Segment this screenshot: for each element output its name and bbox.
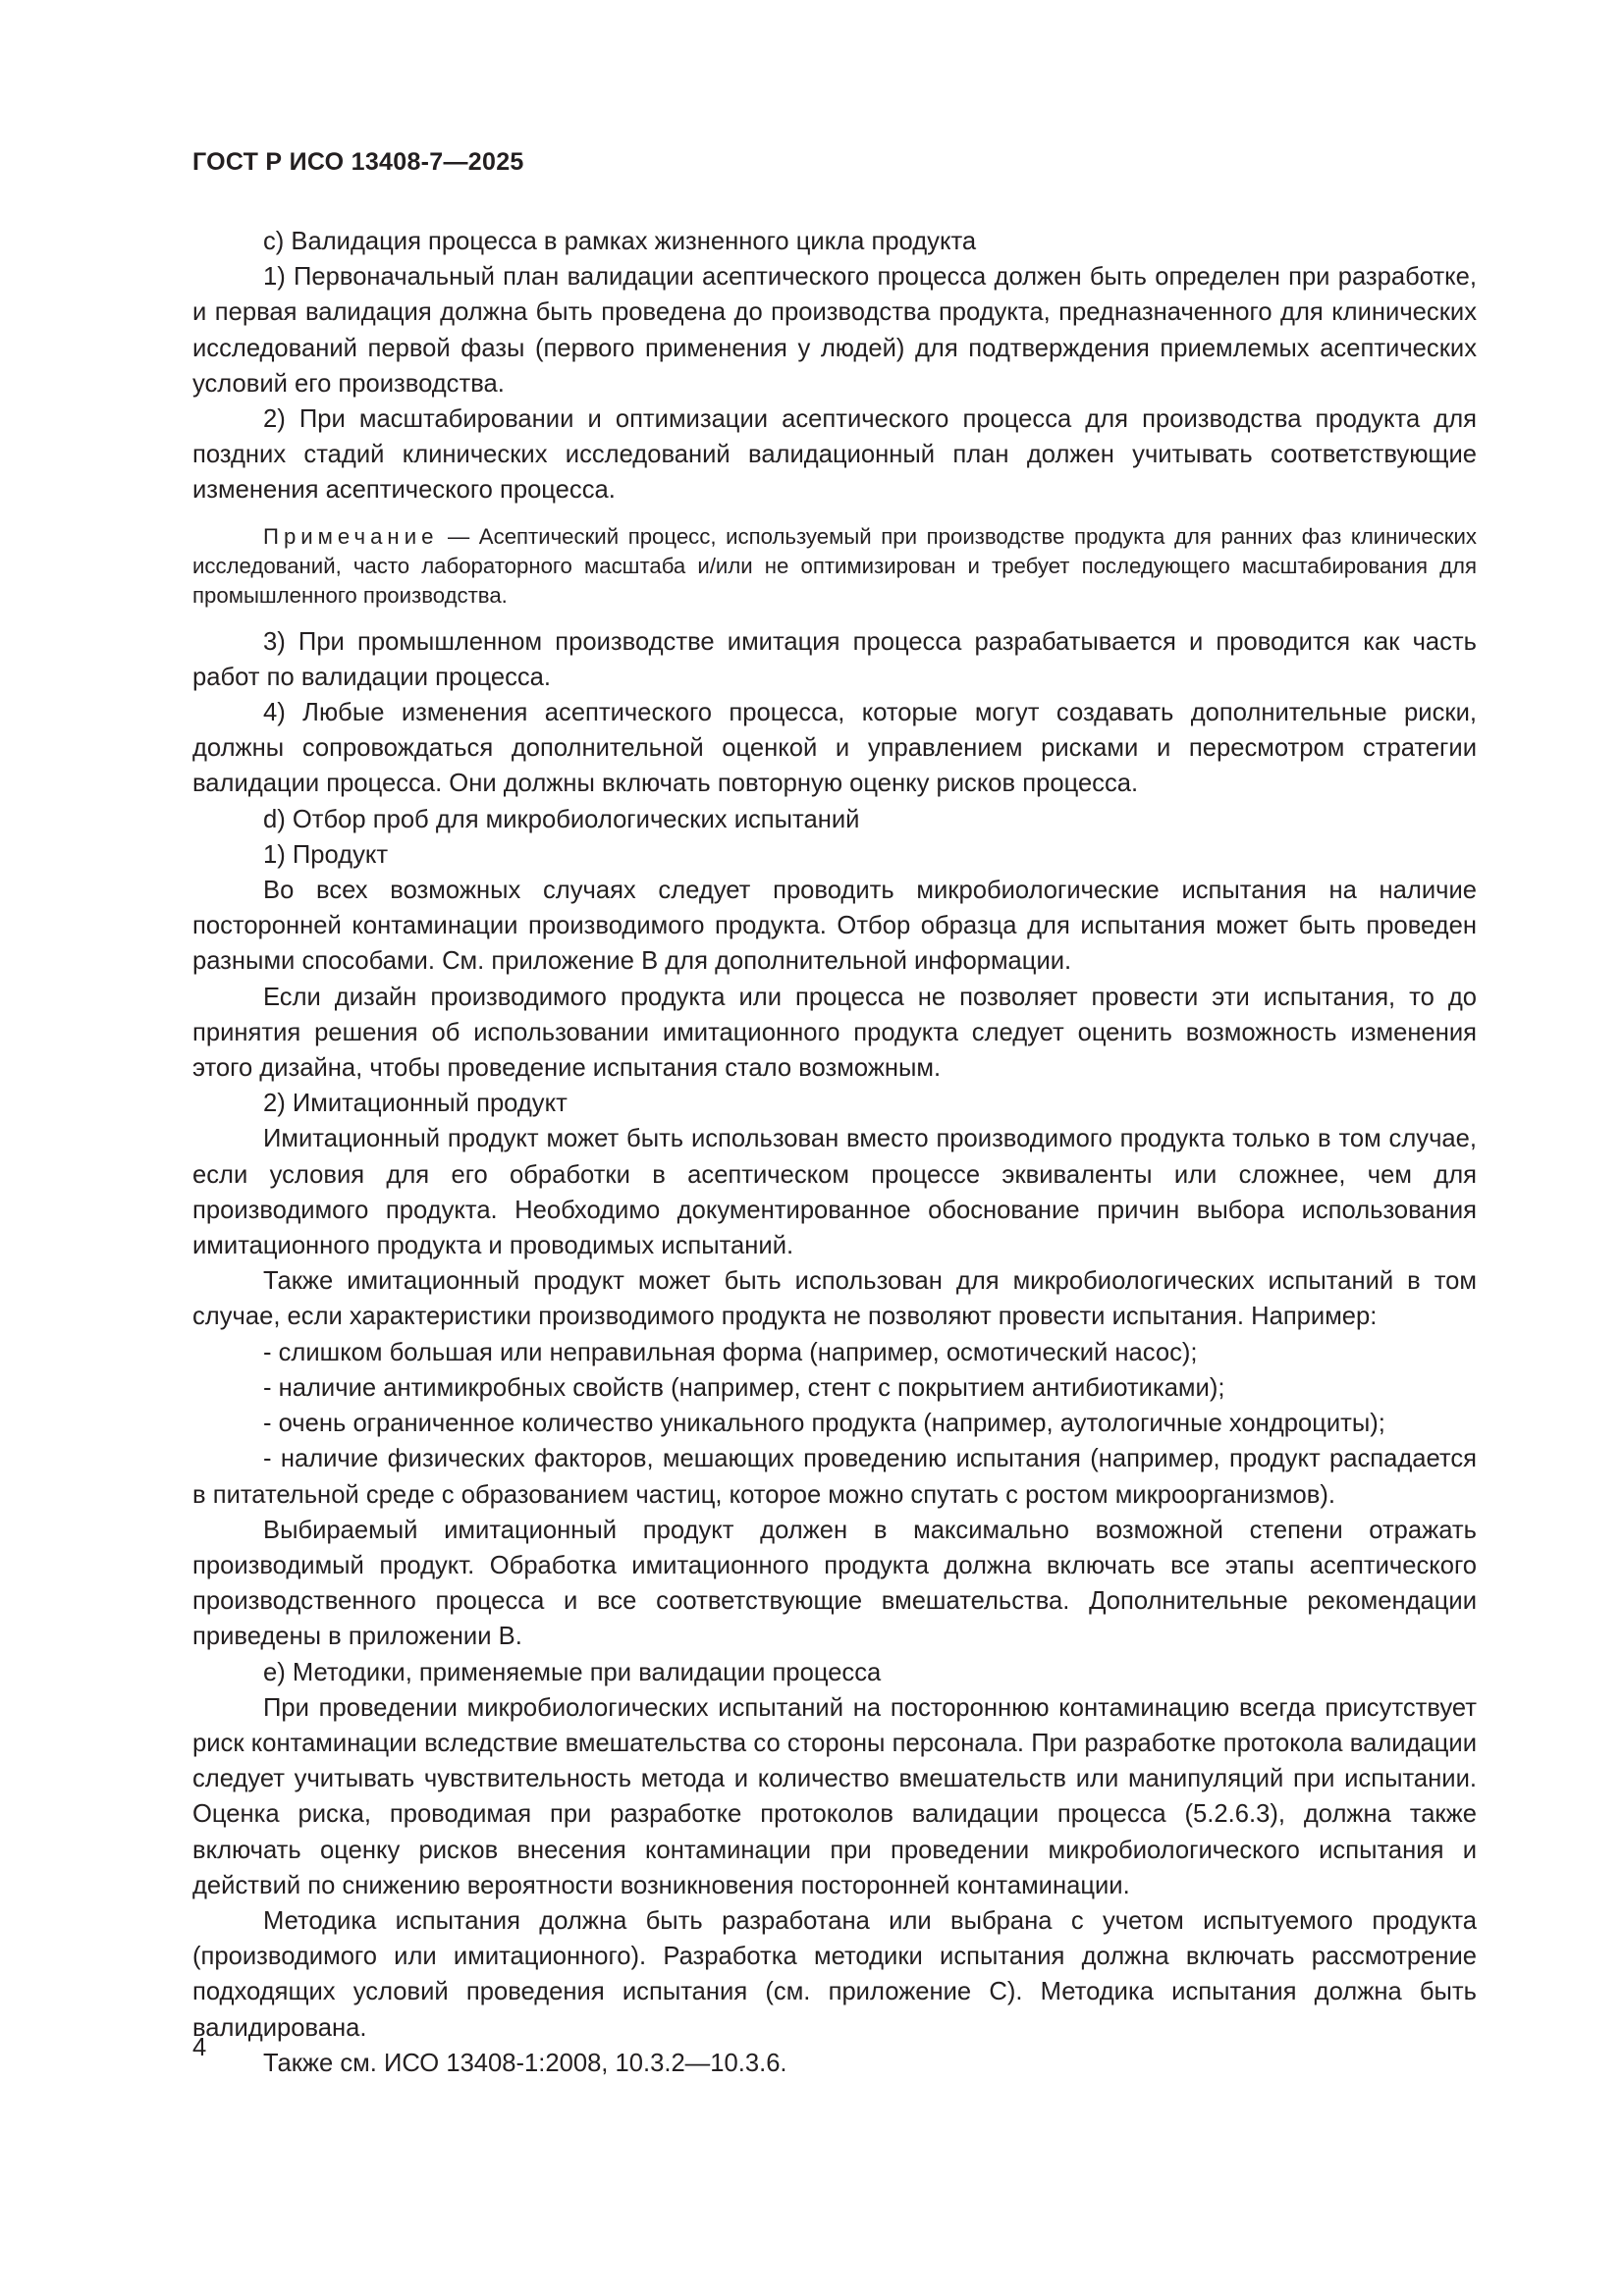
document-header: ГОСТ Р ИСО 13408-7—2025	[192, 148, 524, 176]
list-item: - слишком большая или неправильная форма (например, осмотический насос);	[263, 1338, 1198, 1366]
note-label: Примечание	[263, 523, 439, 549]
paragraph-d2-text3: Выбираемый имитационный продукт должен в максимально возможной степени отражать производимый продукт. Обработка имитационного продукта должна включать все этапы асептического производственного процесса и все соответствующие вмешательства. Дополнительные рекомендации приведены в приложении В.	[192, 1516, 1477, 1651]
paragraph-c4: 4) Любые изменения асептического процесса, которые могут создавать дополнительные риски, должны сопровождаться дополнительной оценкой и управлением рисками и пересмотром стратегии валидации процесса. Они должны включать повторную оценку рисков процесса.	[192, 699, 1477, 798]
paragraph-e-text: При проведении микробиологических испытаний на постороннюю контаминацию всегда присутствует риск контаминации вследствие вмешательства со стороны персонала. При разработке протокола валидации следует учитывать чувствительность метода и количество вмешательств или манипуляций при испытании. Оценка риска, проводимая при разработке протоколов валидации процесса (5.2.6.3), должна также включать оценку рисков внесения контаминации при проведении микробиологического испытания и действий по снижению вероятности возникновения посторонней контаминации.	[192, 1693, 1477, 1899]
paragraph-d2-text: Имитационный продукт может быть использован вместо производимого продукта только в том случае, если условия для его обработки в асептическом процессе эквиваленты или сложнее, чем для производимого продукта. Необходимо документированное обоснование причин выбора использования имитационного продукта и проводимых испытаний.	[192, 1125, 1477, 1260]
paragraph-e: e) Методики, применяемые при валидации процесса	[263, 1658, 882, 1686]
paragraph-d1: 1) Продукт	[263, 840, 389, 869]
paragraph-e-text2: Методика испытания должна быть разработана или выбрана с учетом испытуемого продукта (производимого или имитационного). Разработка методики испытания должна включать рассмотрение подходящих условий проведения испытания (см. приложение С). Методика испытания должна быть валидирована.	[192, 1906, 1477, 2042]
paragraph-d: d) Отбор проб для микробиологических испытаний	[263, 805, 860, 833]
paragraph-c1: 1) Первоначальный план валидации асептического процесса должен быть определен при разработке, и первая валидация должна быть проведена до производства продукта, предназначенного для клинических исследований первой фазы (первого применения у людей) для подтверждения приемлемых асептических условий его производства.	[192, 263, 1477, 398]
list-item: - наличие физических факторов, мешающих проведению испытания (например, продукт распадается в питательной среде с образованием частиц, которое можно спутать с ростом микроорганизмов).	[192, 1445, 1477, 1509]
paragraph-d1-text: Во всех возможных случаях следует проводить микробиологические испытания на наличие посторонней контаминации производимого продукта. Отбор образца для испытания может быть проведен разными способами. См. приложение В для дополнительной информации.	[192, 877, 1477, 976]
list-item: - очень ограниченное количество уникального продукта (например, аутологичные хондроциты);	[263, 1410, 1385, 1438]
paragraph-e-text3: Также см. ИСО 13408-1:2008, 10.3.2—10.3.6.	[263, 2049, 787, 2077]
page-number: 4	[192, 2034, 207, 2061]
paragraph-c3: 3) При промышленном производстве имитация процесса разрабатывается и проводится как часть работ по валидации процесса.	[192, 627, 1477, 691]
paragraph-d1-text2: Если дизайн производимого продукта или процесса не позволяет провести эти испытания, то до принятия решения об использовании имитационного продукта следует оценить возможность изменения этого дизайна, чтобы проведение испытания стало возможным.	[192, 983, 1477, 1083]
paragraph-d2-text2: Также имитационный продукт может быть использован для микробиологических испытаний в том случае, если характеристики производимого продукта не позволяют провести испытания. Например:	[192, 1267, 1477, 1331]
document-page	[192, 147, 1477, 2081]
paragraph-c2: 2) При масштабировании и оптимизации асептического процесса для производства продукта для поздних стадий клинических исследований валидационный план должен учитывать соответствующие изменения асептического процесса.	[192, 405, 1477, 505]
paragraph-c: c) Валидация процесса в рамках жизненного цикла продукта	[263, 228, 977, 255]
list-item: - наличие антимикробных свойств (например, стент с покрытием антибиотиками);	[263, 1373, 1225, 1402]
note	[192, 522, 1477, 611]
paragraph-d2: 2) Имитационный продукт	[263, 1090, 568, 1118]
note-text: — Асептический процесс, используемый при производстве продукта для ранних фаз клинических исследований, часто лабораторного масштаба и/или не оптимизирован и требует последующего масштабирования для промышленного производства.	[192, 523, 1477, 608]
